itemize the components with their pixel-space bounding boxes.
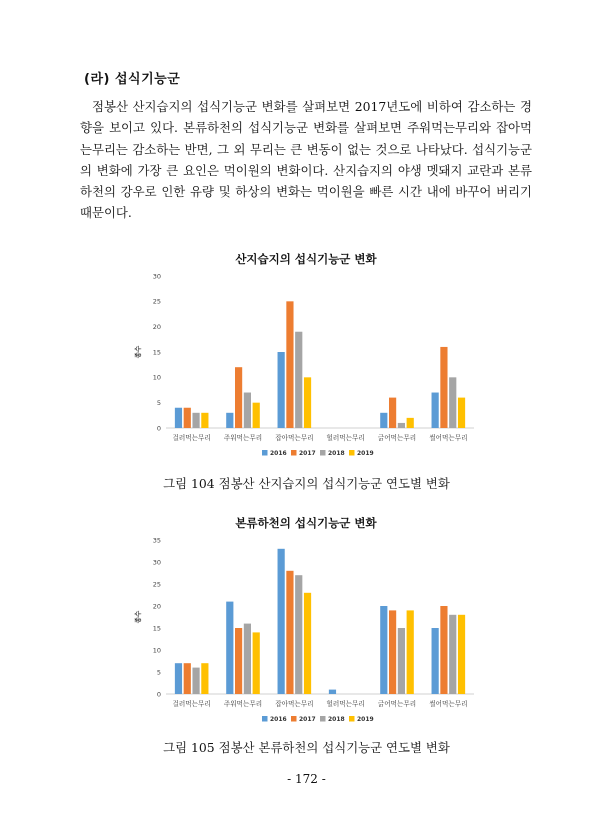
y-tick-label: 30 <box>152 558 161 567</box>
bar-2016 <box>432 628 439 694</box>
y-tick-label: 5 <box>156 398 161 407</box>
y-tick-label: 15 <box>152 348 161 357</box>
y-tick-label: 10 <box>152 373 161 382</box>
bar-2019 <box>304 377 311 428</box>
legend-label: 2017 <box>299 716 316 723</box>
y-axis-label: 종수 <box>134 345 142 359</box>
legend-label: 2019 <box>357 450 374 457</box>
bar-2016 <box>278 352 285 428</box>
bar-2019 <box>253 632 260 694</box>
y-tick-label: 15 <box>152 624 161 633</box>
bar-2019 <box>201 663 208 694</box>
x-tick-label: 헐러먹는무리 <box>326 434 365 442</box>
x-tick-label: 긁어먹는무리 <box>377 434 417 442</box>
bar-2016 <box>226 413 233 428</box>
legend-swatch <box>320 450 326 456</box>
bar-2017 <box>440 347 447 428</box>
legend-swatch <box>349 450 355 456</box>
bar-2017 <box>389 610 396 694</box>
chart-title: 본류하천의 섭식기능군 변화 <box>235 516 377 530</box>
bar-2018 <box>449 377 456 428</box>
x-tick-label: 걸러먹는무리 <box>172 700 211 708</box>
x-tick-label: 주워먹는무리 <box>223 434 263 442</box>
x-tick-label: 잡아먹는무리 <box>275 434 314 442</box>
bar-2017 <box>235 628 242 694</box>
bar-2017 <box>286 301 293 428</box>
figure-caption-104: 그림 104 점봉산 산지습지의 섭식기능군 연도별 변화 <box>163 476 450 491</box>
bar-2018 <box>244 624 251 694</box>
bar-2017 <box>286 571 293 694</box>
y-tick-label: 25 <box>152 297 161 306</box>
y-tick-label: 0 <box>156 690 161 699</box>
section-heading: (라) 섭식기능군 <box>84 72 181 87</box>
page-number: - 172 - <box>287 772 326 786</box>
bar-2017 <box>235 367 242 428</box>
bar-2018 <box>398 423 405 428</box>
y-tick-label: 20 <box>152 322 161 331</box>
body-paragraph <box>80 96 532 224</box>
bar-2017 <box>184 663 191 694</box>
bar-2019 <box>253 403 260 428</box>
legend-label: 2017 <box>299 450 316 457</box>
legend-swatch <box>291 450 297 456</box>
bar-2016 <box>329 690 336 694</box>
bar-2019 <box>407 418 414 428</box>
legend-label: 2018 <box>328 716 345 723</box>
legend-swatch <box>291 716 297 722</box>
bar-2018 <box>192 668 199 694</box>
bar-2016 <box>380 606 387 694</box>
bar-2016 <box>432 393 439 428</box>
legend-label: 2018 <box>328 450 345 457</box>
bar-2019 <box>458 398 465 428</box>
bar-2019 <box>407 610 414 694</box>
bar-2016 <box>175 408 182 428</box>
x-tick-label: 헐러먹는무리 <box>326 700 365 708</box>
x-tick-label: 썰어먹는무리 <box>429 700 468 708</box>
x-tick-label: 주워먹는무리 <box>223 700 263 708</box>
bar-2018 <box>398 628 405 694</box>
bar-2018 <box>244 393 251 428</box>
bar-2017 <box>184 408 191 428</box>
legend-swatch <box>320 716 326 722</box>
x-tick-label: 잡아먹는무리 <box>275 700 314 708</box>
bar-2016 <box>226 602 233 694</box>
y-tick-label: 30 <box>152 272 161 281</box>
y-tick-label: 5 <box>156 668 161 677</box>
legend-swatch <box>349 716 355 722</box>
y-tick-label: 10 <box>152 646 161 655</box>
figure-caption-105: 그림 105 점봉산 본류하천의 섭식기능군 연도별 변화 <box>163 740 450 755</box>
y-tick-label: 0 <box>156 424 161 433</box>
bar-2016 <box>278 549 285 694</box>
body-paragraph-text: 점봉산 산지습지의 섭식기능군 변화를 살펴보면 2017년도에 비하여 감소하는 경향을 보이고 있다. 본류하천의 섭식기능군 변화를 살펴보면 주워먹는무리와 잡아먹는무리는 감소하는 반면, 그 외 무리는 큰 변동이 없는 것으로 나타났다. 섭식기능군의 변화에 가장 큰 요인은 먹이원의 변화이다. 산지습지의 야생 멧돼지 교란과 본류하천의 강우로 인한 유량 및 하상의 변화는 먹이원을 빠른 시간 내에 바꾸어 버리기 때문이다. <box>80 99 532 221</box>
legend-swatch <box>262 450 268 456</box>
bar-2017 <box>389 398 396 428</box>
bar-2016 <box>380 413 387 428</box>
bar-2019 <box>458 615 465 694</box>
bar-2018 <box>449 615 456 694</box>
y-axis-label: 종수 <box>134 610 142 624</box>
x-tick-label: 걸러먹는무리 <box>172 434 211 442</box>
bar-2018 <box>295 575 302 694</box>
bar-2019 <box>304 593 311 694</box>
y-tick-label: 20 <box>152 602 161 611</box>
chart-wetland-svg <box>128 270 484 490</box>
x-tick-label: 긁어먹는무리 <box>377 700 417 708</box>
bar-2016 <box>175 663 182 694</box>
chart-title: 산지습지의 섭식기능군 변화 <box>235 252 377 266</box>
y-tick-label: 25 <box>152 580 161 589</box>
bar-2018 <box>295 332 302 428</box>
x-tick-label: 썰어먹는무리 <box>429 434 468 442</box>
legend-label: 2016 <box>270 450 287 457</box>
legend-swatch <box>262 716 268 722</box>
legend-label: 2019 <box>357 716 374 723</box>
bar-2018 <box>192 413 199 428</box>
y-tick-label: 35 <box>152 536 161 545</box>
chart-mainstream-svg <box>128 534 484 754</box>
legend-label: 2016 <box>270 716 287 723</box>
bar-2017 <box>440 606 447 694</box>
bar-2019 <box>201 413 208 428</box>
